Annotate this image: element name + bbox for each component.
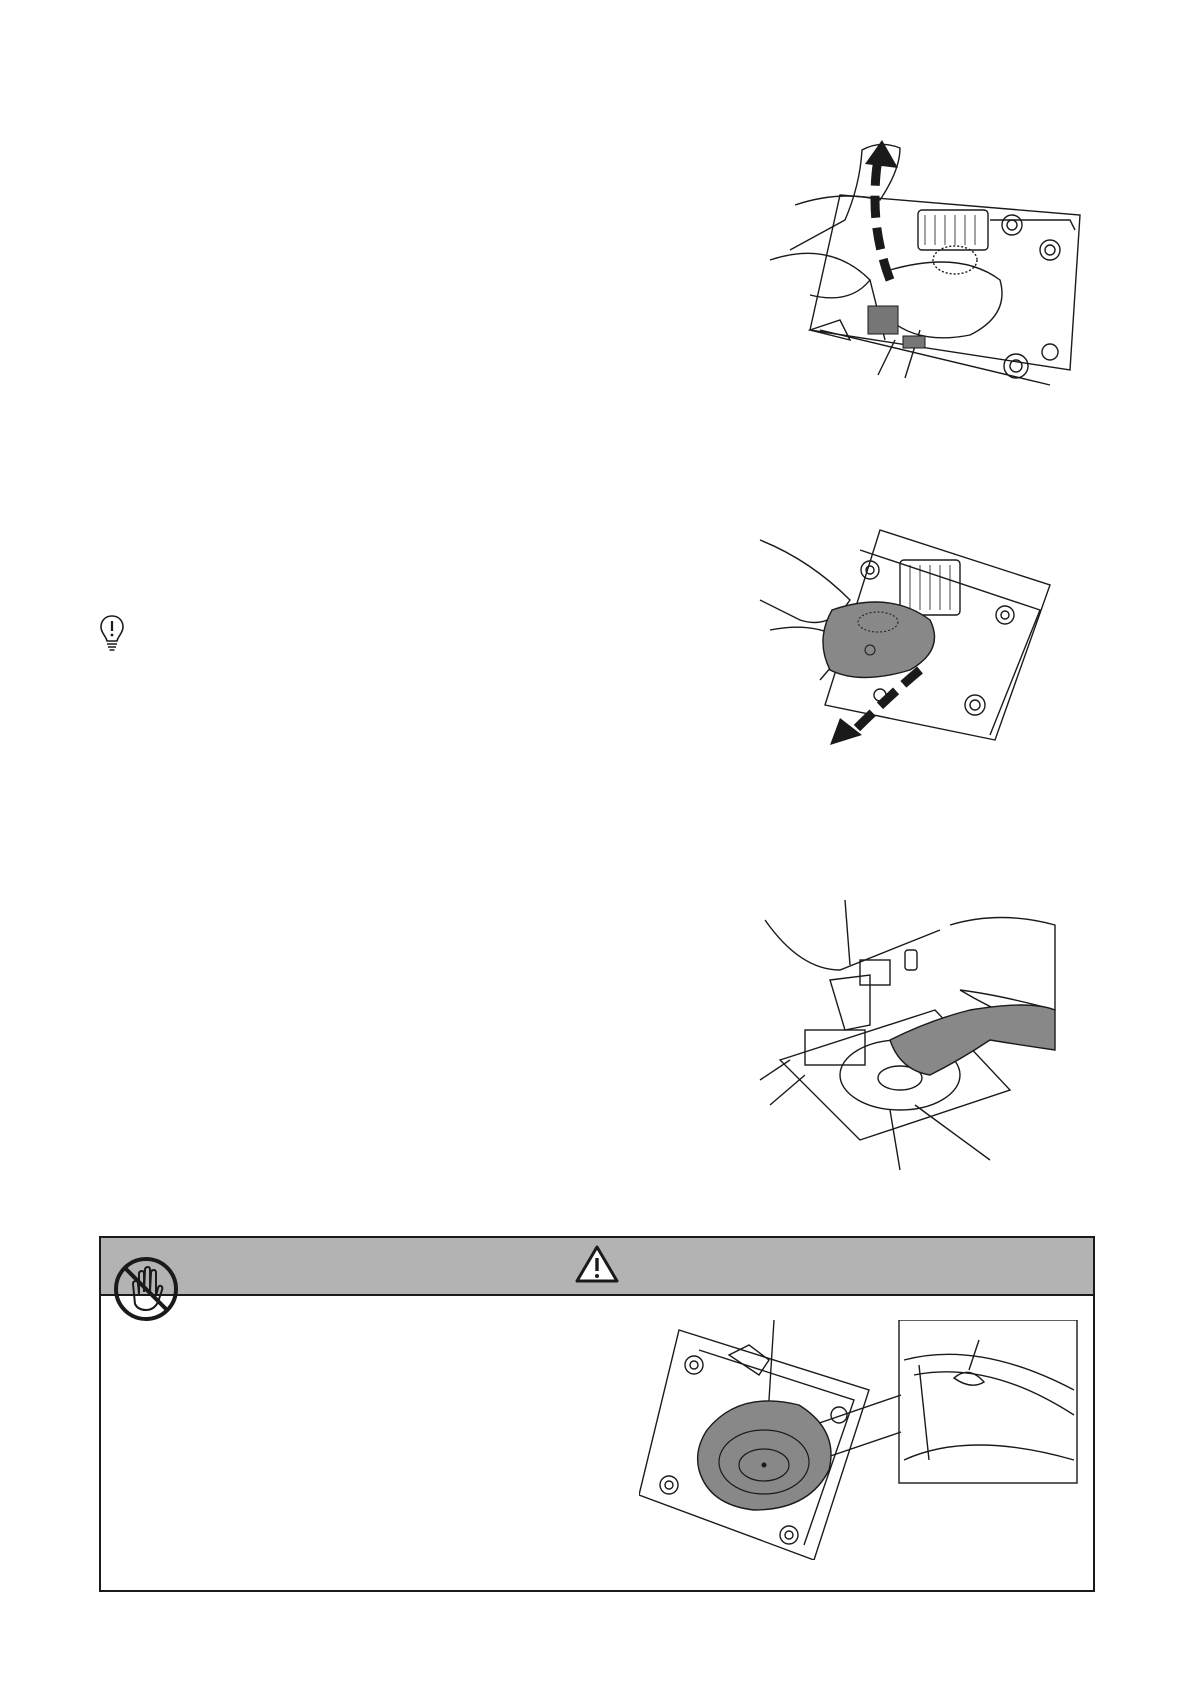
- caution-header: [101, 1238, 1093, 1296]
- caution-box: [99, 1236, 1095, 1592]
- bobbin-case-detail-figure: [639, 1320, 1079, 1565]
- pull-out-bobbin-case-figure: [760, 520, 1060, 765]
- no-touch-hand-icon: [113, 1256, 179, 1327]
- lightbulb-icon: [100, 615, 124, 658]
- warning-triangle-icon: [575, 1245, 619, 1288]
- remove-bobbin-case-figure: [750, 140, 1090, 390]
- clean-shuttle-race-figure: [760, 900, 1060, 1180]
